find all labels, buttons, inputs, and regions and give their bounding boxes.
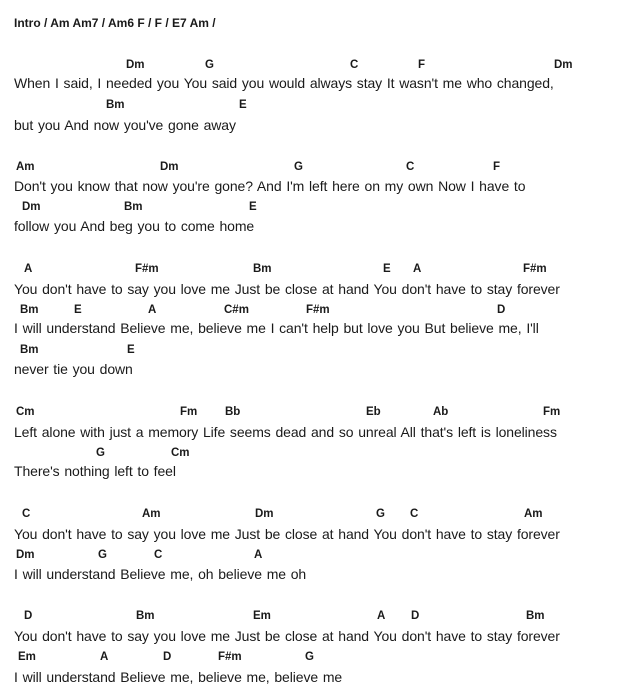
chord-label: Bm (20, 344, 39, 356)
chord-label: G (294, 161, 303, 173)
chord-label: Ab (433, 406, 449, 418)
chord-line (0, 650, 620, 664)
chord-label: Bb (225, 406, 241, 418)
chord-label: C (350, 59, 359, 71)
chord-label: Am (16, 161, 35, 173)
chord-label: A (100, 651, 109, 663)
chord-label: Cm (16, 406, 35, 418)
lyric-line: Don't you know that now you're gone? And I'm left here on my own Now I have to (14, 178, 526, 194)
lyric-line: but you And now you've gone away (14, 117, 236, 133)
chord-label: C (154, 549, 163, 561)
chord-label: D (163, 651, 172, 663)
chord-label: C (406, 161, 415, 173)
chord-line (0, 58, 620, 72)
chord-label: E (74, 304, 82, 316)
chord-label: Bm (136, 610, 155, 622)
chord-label: F#m (306, 304, 330, 316)
lyric-line: There's nothing left to feel (14, 463, 176, 479)
chord-line (0, 548, 620, 562)
chord-label: C#m (224, 304, 249, 316)
chord-label: A (413, 263, 422, 275)
lyric-line: When I said, I needed you You said you would always stay It wasn't me who changed, (14, 75, 554, 91)
chord-label: E (127, 344, 135, 356)
chord-line (0, 200, 620, 214)
chord-line (0, 303, 620, 317)
chord-label: Fm (543, 406, 561, 418)
chord-label: F#m (135, 263, 159, 275)
chord-label: A (254, 549, 263, 561)
chord-line (0, 609, 620, 623)
chord-label: F#m (523, 263, 547, 275)
chord-label: G (376, 508, 385, 520)
chord-label: E (249, 201, 257, 213)
chord-label: D (411, 610, 420, 622)
chord-label: Dm (22, 201, 41, 213)
chord-label: A (24, 263, 33, 275)
chord-label: D (497, 304, 506, 316)
intro-line: Intro / Am Am7 / Am6 F / F / E7 Am / (14, 16, 216, 30)
chord-label: Cm (171, 447, 190, 459)
chord-label: Am (524, 508, 543, 520)
chord-label: G (205, 59, 214, 71)
chord-label: Fm (180, 406, 198, 418)
chord-label: Bm (106, 99, 125, 111)
chord-label: Am (142, 508, 161, 520)
chord-label: D (24, 610, 33, 622)
chord-line (0, 446, 620, 460)
lyric-line: never tie you down (14, 361, 133, 377)
lyric-line: I will understand Believe me, believe me, believe me (14, 669, 343, 685)
lyric-line: You don't have to say you love me Just be close at hand You don't have to stay forever (14, 526, 560, 542)
chord-line (0, 98, 620, 112)
chord-line (0, 343, 620, 357)
chord-label: C (410, 508, 419, 520)
chord-line (0, 262, 620, 276)
lyric-line: I will understand Believe me, believe me I can't help but love you But believe me, I'll (14, 320, 539, 336)
chord-label: Bm (526, 610, 545, 622)
chord-label: Dm (255, 508, 274, 520)
chord-label: Bm (20, 304, 39, 316)
chord-label: Bm (124, 201, 143, 213)
chord-label: F (418, 59, 426, 71)
chord-label: Bm (253, 263, 272, 275)
chord-label: A (148, 304, 157, 316)
chord-label: E (383, 263, 391, 275)
chord-label: G (98, 549, 107, 561)
chord-label: C (22, 508, 31, 520)
chord-label: G (96, 447, 105, 459)
chord-label: Dm (16, 549, 35, 561)
chord-label: F#m (218, 651, 242, 663)
lyric-line: Left alone with just a memory Life seems dead and so unreal All that's left is loneliness (14, 424, 557, 440)
lyric-line: You don't have to say you love me Just be close at hand You don't have to stay forever (14, 281, 560, 297)
chord-label: Eb (366, 406, 381, 418)
lyric-line: You don't have to say you love me Just be close at hand You don't have to stay forever (14, 628, 560, 644)
chord-label: G (305, 651, 314, 663)
chord-label: E (239, 99, 247, 111)
lyric-line: I will understand Believe me, oh believe me oh (14, 566, 307, 582)
chord-label: F (493, 161, 501, 173)
chord-line (0, 507, 620, 521)
chord-label: Dm (160, 161, 179, 173)
chord-label: Dm (126, 59, 145, 71)
chord-label: Dm (554, 59, 573, 71)
chord-line (0, 160, 620, 174)
lyric-line: follow you And beg you to come home (14, 218, 255, 234)
chord-label: Em (253, 610, 271, 622)
chord-label: Em (18, 651, 36, 663)
chord-label: A (377, 610, 386, 622)
chord-line (0, 405, 620, 419)
